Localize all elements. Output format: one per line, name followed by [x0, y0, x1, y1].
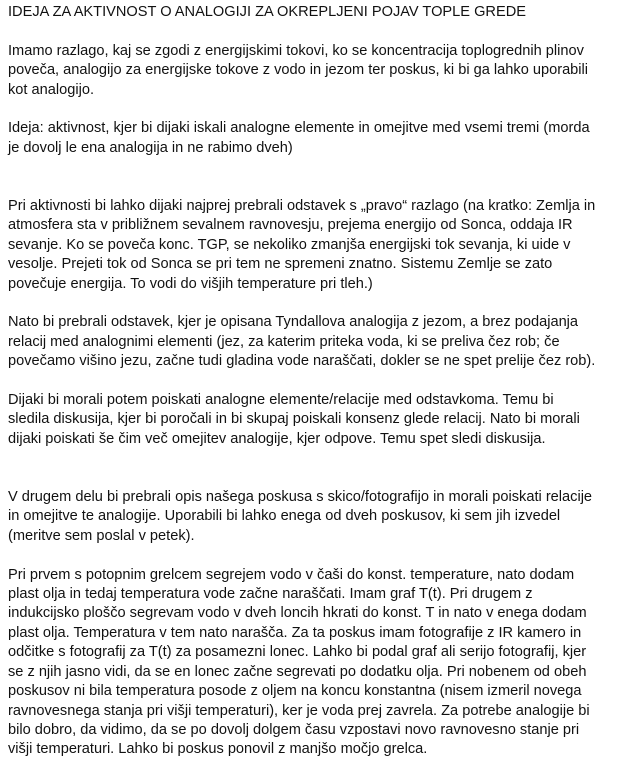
paragraph-discussion: Dijaki bi morali potem poiskati analogne elemente/relacije med odstavkoma. Temu bi sledila diskusija, kjer bi poročali in bi skupaj poiskali konsenz glede relacij. Nato bi morali dijaki poiskati še čim več omejitev analogije, kjer odpove. Temu spet sledi diskusija.	[8, 392, 580, 447]
document-body	[8, 3, 632, 760]
paragraph-experiments: Pri prvem s potopnim grelcem segrejem vodo v čaši do konst. temperature, nato dodam plast olja in tedaj temperatura vode začne naraščati. Imam graf T(t). Pri drugem z indukcijsko ploščo segrevam vodo v dveh loncih hkrati do konst. T in nato v enega dodam plast olja. Temperatura v tem nato narašča. Za ta poskus imam fotografije z IR kamero in odčitke s fotografij za T(t) za posamezni lonec. Lahko bi podal graf ali serijo fotografij, kjer se z njih jasno vidi, da se en lonec začne segrevati po dodatku olja. Pri nobenem od obeh poskusov ni bila temperatura posode z oljem na koncu konstantna (nisem izmeril novega ravnovesnega stanja pri višji temperaturi), ker je voda prej zavrela. Za potrebe analogije bi bilo dobro, da vidimo, da se po dovolj dolgem času vzpostavi novo ravnovesno stanje pri višji temperaturi. Lahko bi poskus ponovil z manjšo močjo grelca.	[8, 566, 590, 758]
paragraph-explanation: Pri aktivnosti bi lahko dijaki najprej prebrali odstavek s „pravo“ razlago (na kratko: Zemlja in atmosfera sta v približnem sevalnem ravnovesju, prejema energijo od Sonca, oddaja IR sevanje. Ko se poveča konc. TGP, se nekoliko zmanjša energijski tok sevanja, ki uide v vesolje. Prejeti tok od Sonca se pri tem ne spremeni znatno. Sistemu Zemlje se zato povečuje energija. To vodi do višjih temperature pri tleh.)	[8, 198, 596, 292]
document-title: IDEJA ZA AKTIVNOST O ANALOGIJI ZA OKREPLJENI POJAV TOPLE GREDE	[8, 4, 526, 20]
paragraph-intro: Imamo razlago, kaj se zgodi z energijskimi tokovi, ko se koncentracija toplogrednih plinov poveča, analogijo za energijske tokove z vodo in jezom ter poskus, ki bi ga lahko uporabili kot analogijo.	[8, 42, 589, 98]
spacer	[8, 294, 632, 313]
paragraph-idea: Ideja: aktivnost, kjer bi dijaki iskali analogne elemente in omejitve med vsemi tremi (morda je dovolj le ena analogija in ne rabimo dveh)	[8, 120, 590, 156]
spacer	[8, 100, 632, 119]
paragraph-experiment-intro: V drugem delu bi prebrali opis našega poskusa s skico/fotografijo in morali poiskati relacije in omejitve te analogije. Uporabili bi lahko enega od dveh poskusov, ki sem jih izvedel (meritve sem poslal v petek).	[8, 489, 593, 544]
paragraph-tyndall-analogy: Nato bi prebrali odstavek, kjer je opisana Tyndallova analogija z jezom, a brez podajanja relacij med analognimi elementi (jez, za katerim priteka voda, ki se preliva čez rob; če povečamo višino jezu, začne tudi gladina vode naraščati, dokler se ne spet prelije čez rob).	[8, 314, 596, 370]
spacer	[8, 372, 632, 391]
spacer	[8, 449, 632, 488]
spacer	[8, 158, 632, 197]
spacer	[8, 22, 632, 41]
spacer	[8, 546, 632, 565]
